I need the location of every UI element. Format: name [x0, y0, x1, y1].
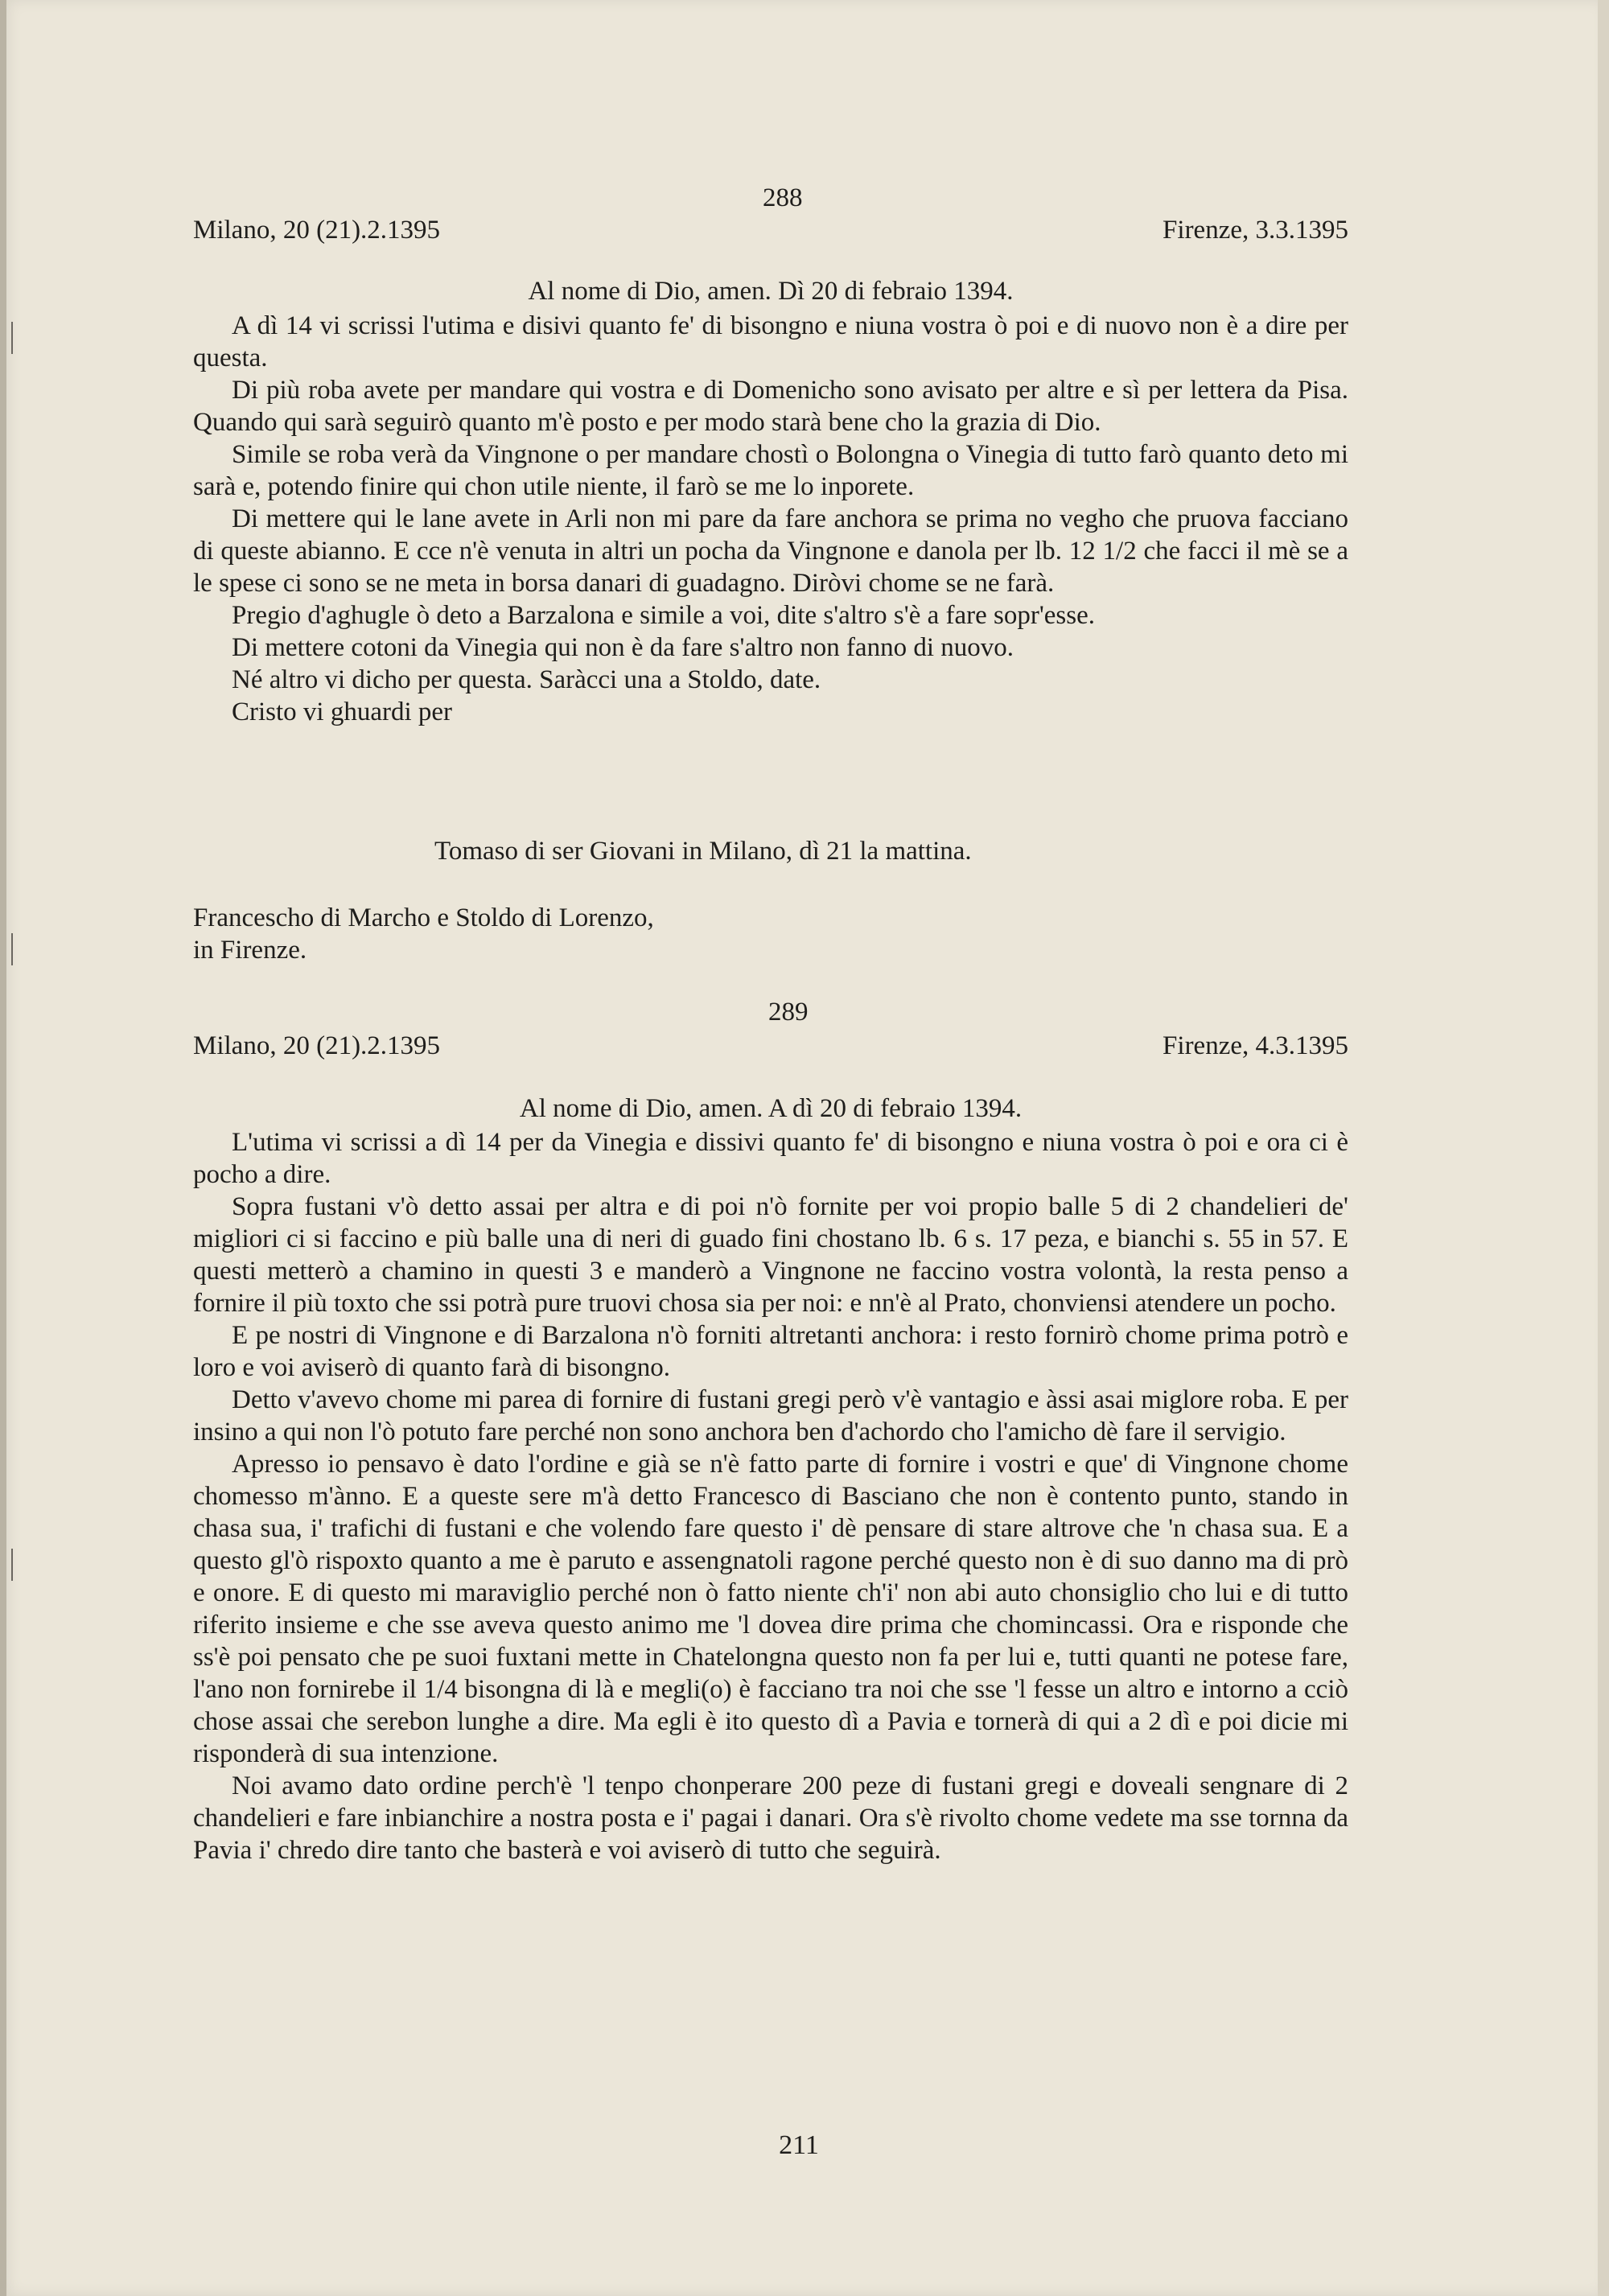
paragraph: L'utima vi scrissi a dì 14 per da Vinegia e dissivi quanto fe' di bisongno e niuna vostra ò poi e ora ci è pocho a dire. — [193, 1128, 1348, 1189]
letter-body — [193, 1126, 1348, 1866]
letter-salutation: Al nome di Dio, amen. Dì 20 di febraio 1394. — [528, 277, 1014, 306]
paragraph: Di più roba avete per mandare qui vostra e di Domenicho sono avisato per altre e sì per lettera da Pisa. Quando qui sarà seguirò quanto m'è posto e per modo starà bene cho la grazia di Dio. — [193, 376, 1348, 437]
paragraph: Apresso io pensavo è dato l'ordine e già se n'è fatto parte di fornire i vostri e que' di Vingnone chome chomesso m'ànno. E a queste sere m'à detto Francesco di Basciano che non è contento punto, stando in chasa sua, i' trafichi di fustani e che volendo fare questo i' dè pensare di stare altrove che 'n chasa sua. E a questo gl'ò rispoxto quanto a me è paruto e assengnatoli ragone perché questo non è di suo danno ma di prò e onore. E di questo mi maraviglio perché non ò fatto niente ch'i' non abi auto chonsiglio cho lui e di tutto riferito insieme e che sse aveva questo animo me 'l dovea dire prima che chomincassi. Ora e risponde che ss'è poi pensato che pe suoi fuxtani mette in Chatelongna questo non fa per lui e, tutti quanti ne potese fare, l'ano non fornirebe il 1/4 bisongna di là e megli(o) è facciano tra noi che sse 'l fesse un altro e intorno a cciò chose assai che serebon lunghe a dire. Ma egli è ito questo dì a Pavia e tornerà di qui a 2 dì e poi dicie mi risponderà di sua intenzione. — [193, 1450, 1348, 1768]
letter-number: 289 — [768, 998, 809, 1027]
binding-mark — [11, 933, 13, 965]
letter-origin: Milano, 20 (21).2.1395 — [193, 1031, 441, 1060]
paragraph: Cristo vi ghuardi per — [232, 697, 453, 726]
page-edge — [0, 0, 6, 2296]
letter-origin: Milano, 20 (21).2.1395 — [193, 216, 441, 245]
paragraph: A dì 14 vi scrissi l'utima e disivi quanto fe' di bisongno e niuna vostra ò poi e di nuovo non è a dire per questa. — [193, 311, 1348, 372]
letter-body — [193, 310, 1348, 728]
binding-mark — [11, 322, 13, 354]
paragraph: Noi avamo dato ordine perch'è 'l tenpo chonperare 200 peze di fustani gregi e doveali sengnare di 2 chandelieri e fare inbianchire a nostra posta e i' pagai i danari. Ora s'è rivolto chome vedete ma sse tornna da Pavia i' chredo dire tanto che basterà e voi aviserò di tutto che seguirà. — [193, 1771, 1348, 1865]
letter-salutation: Al nome di Dio, amen. A dì 20 di febraio 1394. — [519, 1094, 1023, 1123]
address-line: in Firenze. — [193, 936, 307, 965]
paragraph: Sopra fustani v'ò detto assai per altra e di poi n'ò fornite per voi propio balle 5 di 2 chandelieri de' migliori ci si faccino e più balle una di neri di guado fini chostano lb. 6 s. 17 peza, e bianchi s. 55 in 57. E questi metterò a chamino in questi 3 e manderò a Vingnone ne faccino vostra volontà, la resta penso a fornire il più toxto che ssi potrà pure truovi chosa sia per noi: e nn'è al Prato, chonviensi atendere un pocho. — [193, 1192, 1348, 1318]
letter-signature: Tomaso di ser Giovani in Milano, dì 21 la mattina. — [434, 837, 972, 866]
letter-destination: Firenze, 4.3.1395 — [1163, 1031, 1348, 1060]
paragraph: Di mettere qui le lane avete in Arli non mi pare da fare anchora se prima no vegho che pruova facciano di queste abianno. E cce n'è venuta in altri un pocha da Vingnone e danola per lb. 12 1/2 che facci il mè se a le spese ci sono se ne meta in borsa danari di guadagno. Diròvi chome se ne farà. — [193, 504, 1348, 598]
page-number: 211 — [779, 2130, 819, 2160]
paragraph: Né altro vi dicho per questa. Saràcci una a Stoldo, date. — [232, 665, 821, 694]
letter-destination: Firenze, 3.3.1395 — [1163, 216, 1348, 245]
paragraph: Simile se roba verà da Vingnone o per mandare chostì o Bolongna o Vinegia di tutto farò quanto deto mi sarà e, potendo finire qui chon utile niente, il farò se me lo inporete. — [193, 440, 1348, 501]
letter-number: 288 — [763, 183, 803, 212]
paragraph: Detto v'avevo chome mi parea di fornire di fustani gregi però v'è vantagio e àssi asai miglore roba. E per insino a qui non l'ò potuto fare perché non sono anchora ben d'achordo cho l'amicho dè fare il servigio. — [193, 1385, 1348, 1446]
address-line: Francescho di Marcho e Stoldo di Lorenzo, — [193, 903, 654, 932]
paragraph: Pregio d'aghugle ò deto a Barzalona e simile a voi, dite s'altro s'è a fare sopr'esse. — [232, 601, 1096, 630]
binding-mark — [11, 1549, 13, 1581]
paragraph: E pe nostri di Vingnone e di Barzalona n'ò forniti altretanti anchora: i resto fornirò chome prima potrò e loro e voi aviserò di quanto farà di bisongno. — [193, 1321, 1348, 1382]
paragraph: Di mettere cotoni da Vinegia qui non è da fare s'altro non fanno di nuovo. — [232, 633, 1014, 662]
